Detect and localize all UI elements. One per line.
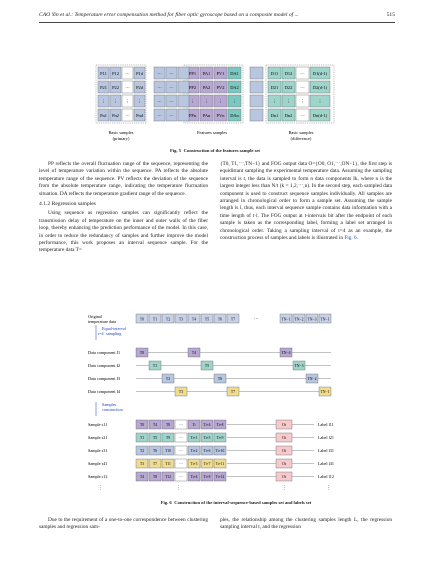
- fig5-label-feature: Features samples: [196, 130, 228, 135]
- fig6-component-cell-label: T1: [152, 364, 158, 369]
- fig6-sample-cell-label: Ti+7: [203, 462, 211, 467]
- fig6-sample-cell-label: Ti+9: [216, 436, 224, 441]
- fig5-basic-block: [96, 65, 146, 123]
- fig6-sample-name: Sample s41: [88, 461, 108, 466]
- fig5-feature-basic-dots: ⋯: [157, 99, 162, 105]
- fig6-sample-cell-label: T2: [140, 449, 144, 454]
- fig6-original-cell-label: T4: [191, 317, 197, 322]
- fig6-sample-cell-label: Ti+6: [203, 449, 211, 454]
- fig5-diff-cell-label: ⋯: [300, 71, 305, 77]
- figure-6: [86, 312, 386, 495]
- fig5-diff-block: [250, 65, 334, 123]
- fig5-basic-cell-label: ⋮: [125, 99, 130, 105]
- fig6-original-cell-label: TN−3: [307, 317, 317, 322]
- header-title: CAO Yin et al.: Temperature error compensation method for fiber optic gyroscope based on a composite model of ...: [39, 12, 299, 18]
- fig6-sample-name: Sample s12: [88, 474, 108, 479]
- fig5-feature-cell-label: ⋮: [232, 99, 237, 105]
- fig6-sample-cell-label: T4: [153, 423, 157, 428]
- fig6-component-cell-label: T7: [230, 390, 236, 395]
- fig5-diff-cell-label: D12: [284, 71, 293, 77]
- fig5-basic-cell-label: P12: [112, 71, 119, 77]
- fig5-diff-cell-label: ⋮: [286, 99, 291, 105]
- fig5-basic-cell-label: ⋯: [125, 113, 130, 119]
- fig6-sample-name: Sample s21: [88, 435, 108, 440]
- fig6-caption-text: Construction of the interval-sequence-based samples set and labels set: [174, 500, 312, 505]
- fig6-sample-cell-label: T0: [140, 423, 144, 428]
- fig6-sample-cell-label: ⋯: [179, 462, 183, 467]
- fig5-diff-cell-label: D2(d-1): [312, 85, 328, 91]
- fig5-label-diff: Basic samples: [288, 130, 314, 135]
- fig5-basic-cell-label: ⋮: [113, 99, 118, 105]
- fig5-feature-cell-label: PVn: [216, 113, 225, 119]
- fig5-feature-cell-label: PPn: [188, 113, 197, 119]
- fig5-diff-cell-label: ⋯: [300, 113, 305, 119]
- fig6-component-cell-label: TN−3: [294, 364, 304, 369]
- fig5-feature-cell-label: PV2: [216, 85, 225, 91]
- fig6-sample-cell-label: Ti+4: [203, 423, 211, 428]
- right-paragraph-text: {T0, T1,⋯,TN−1} and FOG output data O={O0, O1,⋯,ON−1}, the first step is equidistant sampling the experimental temperature data. Assuming the sampling interval is t, the data is sampled to form n data components Ik, where n is the largest integer less than N/t (k = 1,2,⋯,n). In the second step, each sampled data component is used to construct sequence samples individually. All samples are arranged in chronological order to form a sample set. Assuming the sample length is l, thus, each interval sequence sample contains data information with a time length of t·l. The FOG output at t-intervals bit after the endpoint of each sample is taken as the corresponding label, forming a label set arranged in chronological order. Taking a sampling interval of t=4 as an example, the construction process of samples and labels is illustrated in: [220, 161, 392, 242]
- fig6-sample-cell-label: Ti+11: [215, 462, 225, 467]
- fig5-feature-basic-cell: [178, 109, 189, 121]
- fig6-interval-note-2: sampling: [106, 331, 122, 336]
- fig5-feature-cell-label: DA2: [230, 85, 239, 91]
- fig5-basic-cell-label: P22: [112, 85, 119, 91]
- fig6-row-ellipsis-mid: ⋮: [176, 486, 181, 491]
- fig6-samples-note: Samples: [102, 402, 117, 407]
- fig6-label-name: Label l31: [318, 448, 334, 453]
- fig6-diagram: [88, 314, 334, 491]
- fig6-original-cell-label: T3: [178, 317, 184, 322]
- fig5-diff-cell-label: Dn1: [270, 113, 279, 119]
- fig5-diff-basic-cell: [250, 109, 263, 121]
- fig5-feature-basic-cell: [178, 67, 189, 79]
- fig6-sample-cell-label: T8: [153, 475, 157, 480]
- fig5-feature-cell-label: PV1: [216, 71, 225, 77]
- fig5-basic-cell-label: P2d: [136, 85, 143, 91]
- fig6-t-label: t=4: [98, 331, 104, 336]
- fig5-diff-basic-cell: [250, 67, 263, 79]
- right-column-bottom: [220, 517, 392, 532]
- fig6-original-cell-label: TN−1: [281, 317, 291, 322]
- fig6-component-cell-label: T2: [165, 377, 171, 382]
- fig6-sample-cell-label: Ti+8: [216, 423, 224, 428]
- fig6-component-label: Data component I2: [88, 363, 121, 368]
- fig6-sample-cell-label: T4: [140, 475, 144, 480]
- page-number: 515: [386, 12, 395, 18]
- fig5-diff-cell-label: D21: [270, 85, 279, 91]
- fig6-sample-name: Sample s31: [88, 448, 108, 453]
- fig6-samples-note-2: construction: [102, 407, 123, 412]
- fig6-component-cell-label: T6: [217, 377, 223, 382]
- fig6-original-label-2: temperature data: [88, 319, 117, 324]
- fig6-sample-cell-label: Ti+1: [190, 436, 198, 441]
- fig6-original-cell-label: T6: [217, 317, 223, 322]
- fig5-feature-block: [154, 65, 243, 123]
- fig5-basic-cell-label: Pn2: [112, 113, 119, 119]
- fig6-label-name: Label l21: [318, 435, 334, 440]
- left-paragraph-2: Using sequence as regression samples can significantly reflect the transmission delay of temperature on the inner and outer walls of the fiber loop, thereby enhancing the prediction performance of the model. In this case, in order to reduce the redundancy of samples and further improve the model performance, this work proposes an interval sequence sample. For the temperature data T=: [39, 210, 208, 254]
- fig6-sample-cell-label: T7: [153, 462, 157, 467]
- fig6-caption: [86, 500, 386, 505]
- fig6-original-cell-label: TN−2: [294, 317, 304, 322]
- fig6-component-cell-label: T3: [178, 390, 184, 395]
- fig6-component-cell-label: T4: [191, 351, 197, 356]
- fig6-output-cell-label: Ot: [282, 462, 286, 467]
- fig6-sample-cell-label: T1: [140, 436, 144, 441]
- fig6-sample-cell-label: ⋯: [179, 475, 183, 480]
- right-paragraph-2: ples, the relationship among the clustering samples length L, the regression sampling interval t, and the regression: [220, 517, 392, 531]
- figure-5: [90, 64, 340, 142]
- fig5-feature-basic-cell: [178, 95, 189, 107]
- section-heading-4-1-2: 4.1.2 Regression samples: [39, 201, 96, 208]
- fig5-feature-basic-dots: ⋯: [169, 113, 174, 119]
- fig5-diff-basic-cell: [250, 81, 263, 93]
- fig5-feature-cell-label: ⋮: [218, 99, 223, 105]
- fig6-component-cell-label: TN−4: [281, 351, 291, 356]
- fig6-sample-cell-label: Ti: [192, 423, 196, 428]
- fig5-diff-cell-label: Dn2: [284, 113, 293, 119]
- fig6-row-ellipsis: ⋮: [98, 486, 103, 491]
- fig5-label-basic-2: (primary): [112, 136, 130, 141]
- fig5-feature-cell-label: DAn: [230, 113, 239, 119]
- left-column-bottom: [39, 517, 208, 532]
- fig5-basic-cell-label: ⋯: [125, 71, 130, 77]
- fig5-diff-cell-label: ⋯: [300, 85, 305, 91]
- fig6-sample-cell-label: T9: [166, 436, 170, 441]
- fig6-sample-cell-label: Ti+10: [215, 449, 225, 454]
- fig6-link[interactable]: Fig. 6.: [344, 235, 358, 242]
- fig5-feature-cell-label: PA2: [202, 85, 211, 91]
- running-header: [39, 12, 395, 22]
- fig6-interval-note: Equal-interval: [102, 326, 126, 331]
- fig6-sample-cell-label: Ti+3: [190, 462, 198, 467]
- fig6-original-cell-label: T1: [152, 317, 158, 322]
- fig6-sample-cell-label: ⋯: [179, 449, 183, 454]
- fig5-feature-basic-dots: ⋯: [157, 71, 162, 77]
- fig6-component-cell-label: T0: [139, 351, 145, 356]
- fig5-feature-cell-label: PA1: [202, 71, 211, 77]
- fig6-label-name: Label l41: [318, 461, 334, 466]
- fig6-sample-cell-label: Ti+4: [190, 475, 198, 480]
- fig6-original-cell-label: T0: [139, 317, 145, 322]
- fig5-diff-cell-label: D11: [270, 71, 279, 77]
- fig6-component-label: Data component I3: [88, 376, 121, 381]
- fig6-original-cell-label: T2: [165, 317, 171, 322]
- fig5-feature-basic-dots: ⋯: [169, 85, 174, 91]
- fig6-output-cell-label: Ot: [282, 436, 286, 441]
- fig6-caption-num: Fig. 6: [160, 500, 172, 505]
- left-column: [39, 161, 208, 255]
- fig6-sample-cell-label: Ti+5: [203, 436, 211, 441]
- fig5-feature-cell-label: PAn: [202, 113, 211, 119]
- fig5-caption-text: Construction of the features sample set: [183, 148, 260, 153]
- fig5-feature-cell-label: ⋮: [190, 99, 195, 105]
- left-paragraph-3: Due to the requirement of a one-to-one correspondence between clustering samples and regression sam-: [39, 517, 208, 531]
- fig5-basic-cell-label: P1d: [136, 71, 143, 77]
- right-paragraph-1: [220, 161, 392, 242]
- fig5-label-basic: Basic samples: [108, 130, 134, 135]
- fig5-feature-cell-label: PP1: [188, 71, 197, 77]
- fig6-original-cell-label: T7: [230, 317, 236, 322]
- fig6-row-ellipsis-out: ⋮: [282, 486, 287, 491]
- fig6-sample-cell-label: T6: [153, 449, 157, 454]
- fig6-sample-cell-label: T12: [165, 475, 171, 480]
- fig5-feature-basic-dots: ⋯: [157, 113, 162, 119]
- fig6-component-label: Data component I1: [88, 350, 121, 355]
- fig5-basic-cell-label: Pnd: [136, 113, 143, 119]
- fig6-output-cell-label: Ot: [282, 423, 286, 428]
- fig5-basic-cell-label: P21: [100, 85, 107, 91]
- fig6-row-ellipsis-label: ⋮: [326, 486, 331, 491]
- fig6-output-cell-label: Ot: [282, 475, 286, 480]
- fig5-feature-basic-cell: [178, 81, 189, 93]
- fig6-component-label: Data component I4: [88, 389, 121, 394]
- fig6-sample-cell-label: Ti+12: [215, 475, 225, 480]
- fig6-sample-cell-label: T8: [166, 423, 170, 428]
- fig5-feature-cell-label: ⋮: [204, 99, 209, 105]
- header-rule: [39, 22, 395, 23]
- fig5-diff-cell-label: ⋮: [300, 99, 305, 105]
- fig6-sample-name: Sample s11: [88, 422, 108, 427]
- fig5-feature-basic-dots: ⋯: [169, 99, 174, 105]
- right-column: [220, 161, 392, 242]
- fig5-diff-cell-label: Dn(d-1): [312, 113, 328, 119]
- fig5-basic-cell-label: Pn1: [100, 113, 107, 119]
- fig5-feature-basic-dots: ⋯: [169, 71, 174, 77]
- fig5-diff-cell-label: D1(d-1): [312, 71, 328, 77]
- fig5-basic-cell-label: ⋮: [137, 99, 142, 105]
- fig5-basic-cell-label: ⋮: [101, 99, 106, 105]
- fig6-original-ellipsis: ⋯: [254, 316, 259, 322]
- fig6-sample-cell-label: Ti+8: [203, 475, 211, 480]
- fig5-diff-cell-label: ⋮: [317, 99, 323, 105]
- fig5-caption: [90, 148, 340, 153]
- fig5-label-diff-2: (difference): [290, 136, 312, 141]
- fig5-feature-basic-dots: ⋯: [157, 85, 162, 91]
- fig5-feature-cell-label: PP2: [188, 85, 197, 91]
- fig6-component-cell-label: TN−2: [307, 377, 317, 382]
- fig6-component-cell-label: T5: [204, 364, 210, 369]
- fig6-sample-cell-label: Ti+2: [190, 449, 198, 454]
- fig5-basic-cell-label: ⋯: [125, 85, 130, 91]
- fig6-component-cell-label: TN−1: [320, 390, 330, 395]
- fig6-original-cell-label: T5: [204, 317, 210, 322]
- fig6-sample-cell-label: ⋯: [179, 423, 183, 428]
- fig6-output-cell-label: Ot: [282, 449, 286, 454]
- fig6-label-name: Label l11: [318, 422, 334, 427]
- fig5-caption-num: Fig. 5: [170, 148, 182, 153]
- fig6-sample-cell-label: T3: [140, 462, 144, 467]
- fig6-sample-cell-label: T5: [153, 436, 157, 441]
- left-paragraph-1: PP reflects the overall fluctuation range of the sequence, representing the level of temperature variation within the sequence. PA reflects the absolute temperature range of the sequence. PV reflects the deviation of the sequence from the absolute temperature range, indicating the temperature fluctuation situation. DA reflects the temperature gradient range of the sequence.: [39, 161, 208, 197]
- fig6-sample-cell-label: T10: [165, 449, 171, 454]
- fig6-label-name: Label l12: [318, 474, 334, 479]
- fig6-original-label: Original: [88, 314, 102, 319]
- fig5-diff-cell-label: D22: [284, 85, 293, 91]
- fig5-basic-cell-label: P11: [100, 71, 107, 77]
- fig5-feature-cell-label: DA1: [230, 71, 239, 77]
- fig5-diff-basic-cell: [250, 95, 263, 107]
- fig6-sample-cell-label: ⋯: [179, 436, 183, 441]
- fig5-diff-cell-label: ⋮: [272, 99, 277, 105]
- fig6-sample-cell-label: T11: [165, 462, 171, 467]
- fig6-original-cell-label: TN−1: [320, 317, 330, 322]
